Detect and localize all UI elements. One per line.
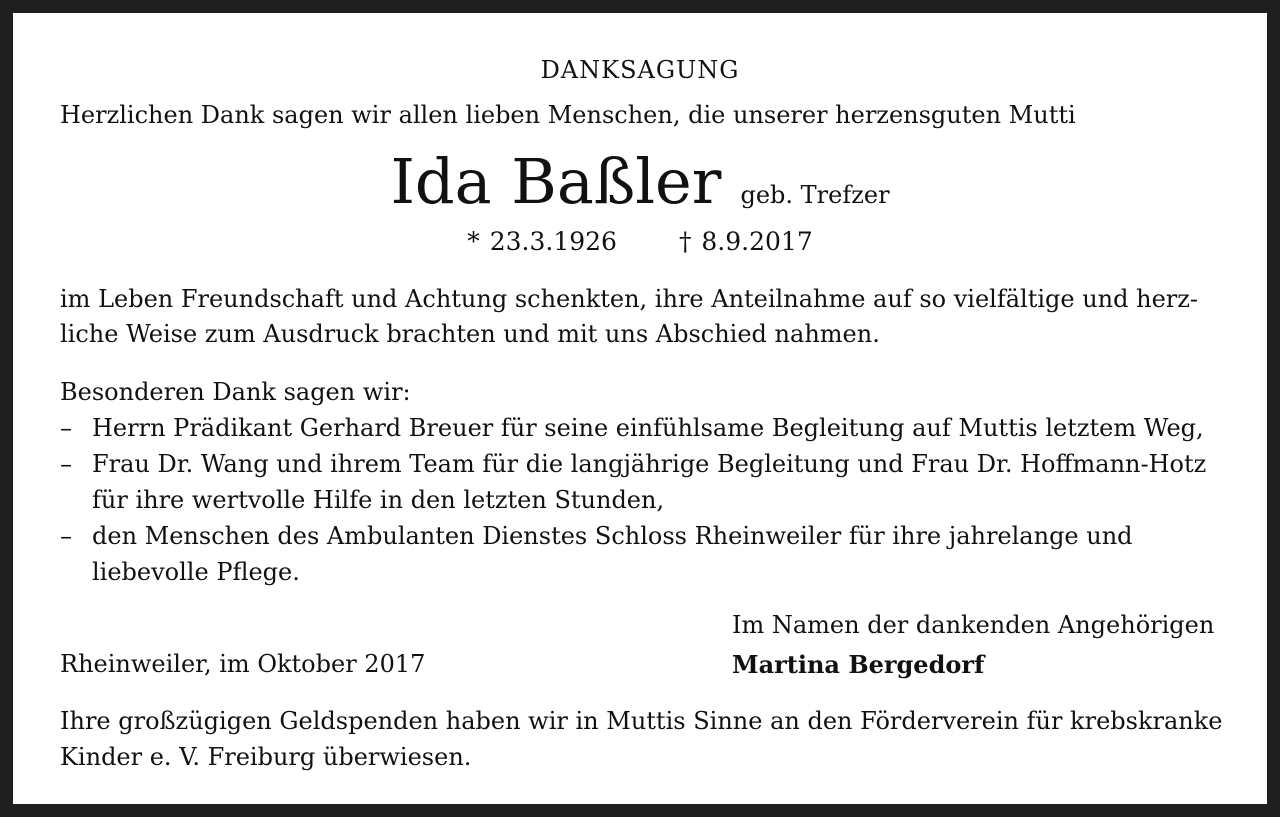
list-item-text: Frau Dr. Wang und ihrem Team für die langjährige Begleitung und Frau Dr. Hoffmann-Hotz für ihre wertvolle Hilfe in den letzten Stunden, [92, 450, 1207, 514]
thanks-heading: Besonderen Dank sagen wir: [60, 378, 411, 406]
signature-name: Martina Bergedorf [732, 650, 985, 679]
list-item [60, 518, 1230, 590]
name-row [13, 145, 1267, 218]
thanks-paragraph: im Leben Freundschaft und Achtung schenkten, ihre Anteilnahme auf so vielfältige und herz- liche Weise zum Ausdruck brachten und mit uns Abschied nahmen. [60, 285, 1199, 348]
dash-bullet: – [60, 522, 72, 550]
list-item-text: Herrn Prädikant Gerhard Breuer für seine einfühlsame Begleitung auf Muttis letztem Weg, [92, 414, 1204, 442]
thanks-list [60, 410, 1230, 590]
dash-bullet: – [60, 450, 72, 478]
list-item-text: den Menschen des Ambulanten Dienstes Schloss Rheinweiler für ihre jahrelange und liebevolle Pflege. [92, 522, 1133, 586]
place-date: Rheinweiler, im Oktober 2017 [60, 650, 426, 678]
life-dates [13, 227, 1267, 256]
dash-bullet: – [60, 414, 72, 442]
deceased-name: Ida Baßler [390, 145, 722, 218]
list-item [60, 446, 1230, 518]
donation-note: Ihre großzügigen Geldspenden haben wir in Muttis Sinne an den Förderverein für krebskranke Kinder e. V. Freiburg überwiesen. [60, 707, 1223, 771]
notice-title: DANKSAGUNG [540, 56, 740, 84]
obituary-notice [13, 13, 1267, 804]
intro-line: Herzlichen Dank sagen wir allen lieben Menschen, die unserer herzensguten Mutti [60, 101, 1076, 129]
list-item [60, 410, 1230, 446]
death-date: † 8.9.2017 [678, 227, 813, 256]
signature-role: Im Namen der dankenden Angehörigen [732, 611, 1215, 639]
maiden-name: geb. Trefzer [740, 181, 890, 209]
birth-date: * 23.3.1926 [467, 227, 617, 256]
